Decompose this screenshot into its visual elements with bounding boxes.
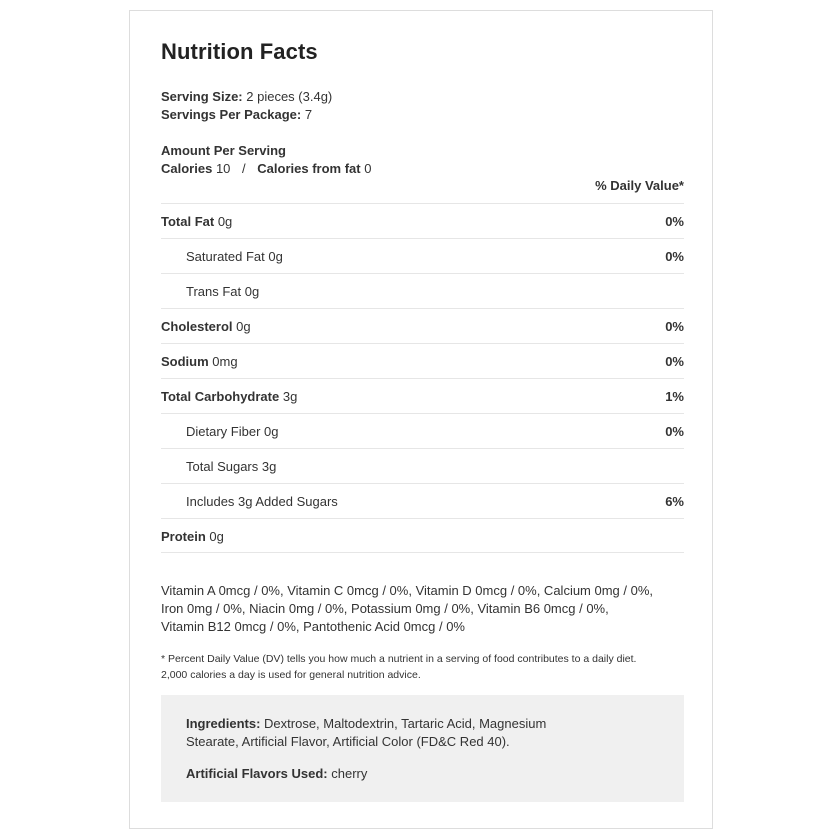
nutrient-name [186, 424, 279, 439]
vitamins-minerals [161, 582, 684, 636]
nutrient-row-dietary-fiber [161, 413, 684, 448]
calories-from-fat-label: Calories from fat [257, 161, 361, 176]
nutrient-name [186, 494, 338, 509]
nutrient-name [186, 284, 259, 299]
nutrient-label: Dietary Fiber [186, 424, 261, 439]
nutrient-row-sodium [161, 343, 684, 378]
nutrient-name [161, 214, 232, 229]
nutrient-name [161, 319, 251, 334]
nutrient-name [186, 249, 283, 264]
amount-per-serving-heading: Amount Per Serving [161, 143, 286, 158]
calories-from-fat-value: 0 [364, 161, 372, 176]
ingredients-text [186, 715, 556, 751]
serving-size [161, 89, 332, 104]
nutrient-label: Trans Fat [186, 284, 242, 299]
servings-per-package [161, 107, 312, 122]
nutrient-amount: 0g [209, 529, 224, 544]
calories-separator: / [242, 161, 246, 176]
nutrient-label: Total Sugars [186, 459, 259, 474]
vitamins-line: Vitamin A 0mcg / 0%, Vitamin C 0mcg / 0%, Vitamin D 0mcg / 0%, Calcium 0mg / 0%, [161, 583, 654, 598]
nutrient-label: Total Fat [161, 214, 215, 229]
nutrient-percent: 0% [665, 319, 684, 334]
nutrient-amount: 0g [244, 284, 260, 299]
footnote-line: * Percent Daily Value (DV) tells you how much a nutrient in a serving of food contributes to a daily diet. [161, 653, 637, 665]
nutrient-row-protein [161, 518, 684, 553]
nutrient-percent: 6% [665, 494, 684, 509]
nutrient-percent: 0% [665, 424, 684, 439]
vitamins-line: Iron 0mg / 0%, Niacin 0mg / 0%, Potassium 0mg / 0%, Vitamin B6 0mcg / 0%, [161, 601, 609, 616]
nutrient-row-total-carbohydrate [161, 378, 684, 413]
nutrient-name [161, 389, 297, 404]
calories-line [161, 161, 371, 176]
daily-value-header: % Daily Value* [595, 178, 684, 193]
serving-size-value: 2 pieces (3.4g) [246, 89, 333, 104]
nutrient-label: Saturated Fat [186, 249, 265, 264]
artificial-flavors [186, 765, 659, 783]
nutrient-row-total-fat [161, 203, 684, 238]
calories-value: 10 [215, 161, 231, 176]
vitamins-line: Vitamin B12 0mcg / 0%, Pantothenic Acid 0mcg / 0% [161, 619, 465, 634]
nutrient-name [161, 354, 238, 369]
nutrient-amount: 0mg [212, 354, 238, 369]
nutrient-amount: 0g [264, 424, 279, 439]
nutrient-percent: 0% [665, 354, 684, 369]
artificial-flavors-value: cherry [331, 766, 368, 781]
serving-size-label: Serving Size: [161, 89, 243, 104]
nutrient-row-total-sugars [161, 448, 684, 483]
nutrient-row-cholesterol [161, 308, 684, 343]
nutrient-amount: 0g [268, 249, 283, 264]
servings-per-package-label: Servings Per Package: [161, 107, 302, 122]
nutrient-amount: 0g [236, 319, 251, 334]
artificial-flavors-label: Artificial Flavors Used: [186, 766, 328, 781]
nutrient-label: Includes 3g Added Sugars [186, 494, 338, 509]
nutrient-percent: 0% [665, 214, 684, 229]
nutrient-name [161, 529, 224, 544]
ingredients-list: Dextrose, Maltodextrin, Tartaric Acid, Magnesium Stearate, Artificial Flavor, Artificial Color (FD&C Red 40). [186, 716, 547, 749]
nutrition-facts-panel [129, 10, 713, 829]
nutrient-table [161, 203, 684, 553]
servings-per-package-value: 7 [304, 107, 313, 122]
calories-label: Calories [161, 161, 213, 176]
nutrient-label: Sodium [161, 354, 209, 369]
nutrient-name [186, 459, 276, 474]
daily-value-footnote [161, 651, 684, 683]
nutrient-amount: 3g [261, 459, 277, 474]
footnote-line: 2,000 calories a day is used for general nutrition advice. [161, 669, 421, 681]
nutrient-label: Total Carbohydrate [161, 389, 280, 404]
page-title: Nutrition Facts [161, 39, 318, 64]
nutrient-label: Cholesterol [161, 319, 233, 334]
ingredients-box [161, 695, 684, 802]
nutrient-amount: 0g [217, 214, 233, 229]
nutrient-percent: 1% [665, 389, 684, 404]
nutrient-row-added-sugars [161, 483, 684, 518]
ingredients-label: Ingredients: [186, 716, 261, 731]
nutrient-row-saturated-fat [161, 238, 684, 273]
nutrient-row-trans-fat [161, 273, 684, 308]
nutrient-amount: 3g [282, 389, 298, 404]
nutrient-percent: 0% [665, 249, 684, 264]
nutrient-label: Protein [161, 529, 206, 544]
